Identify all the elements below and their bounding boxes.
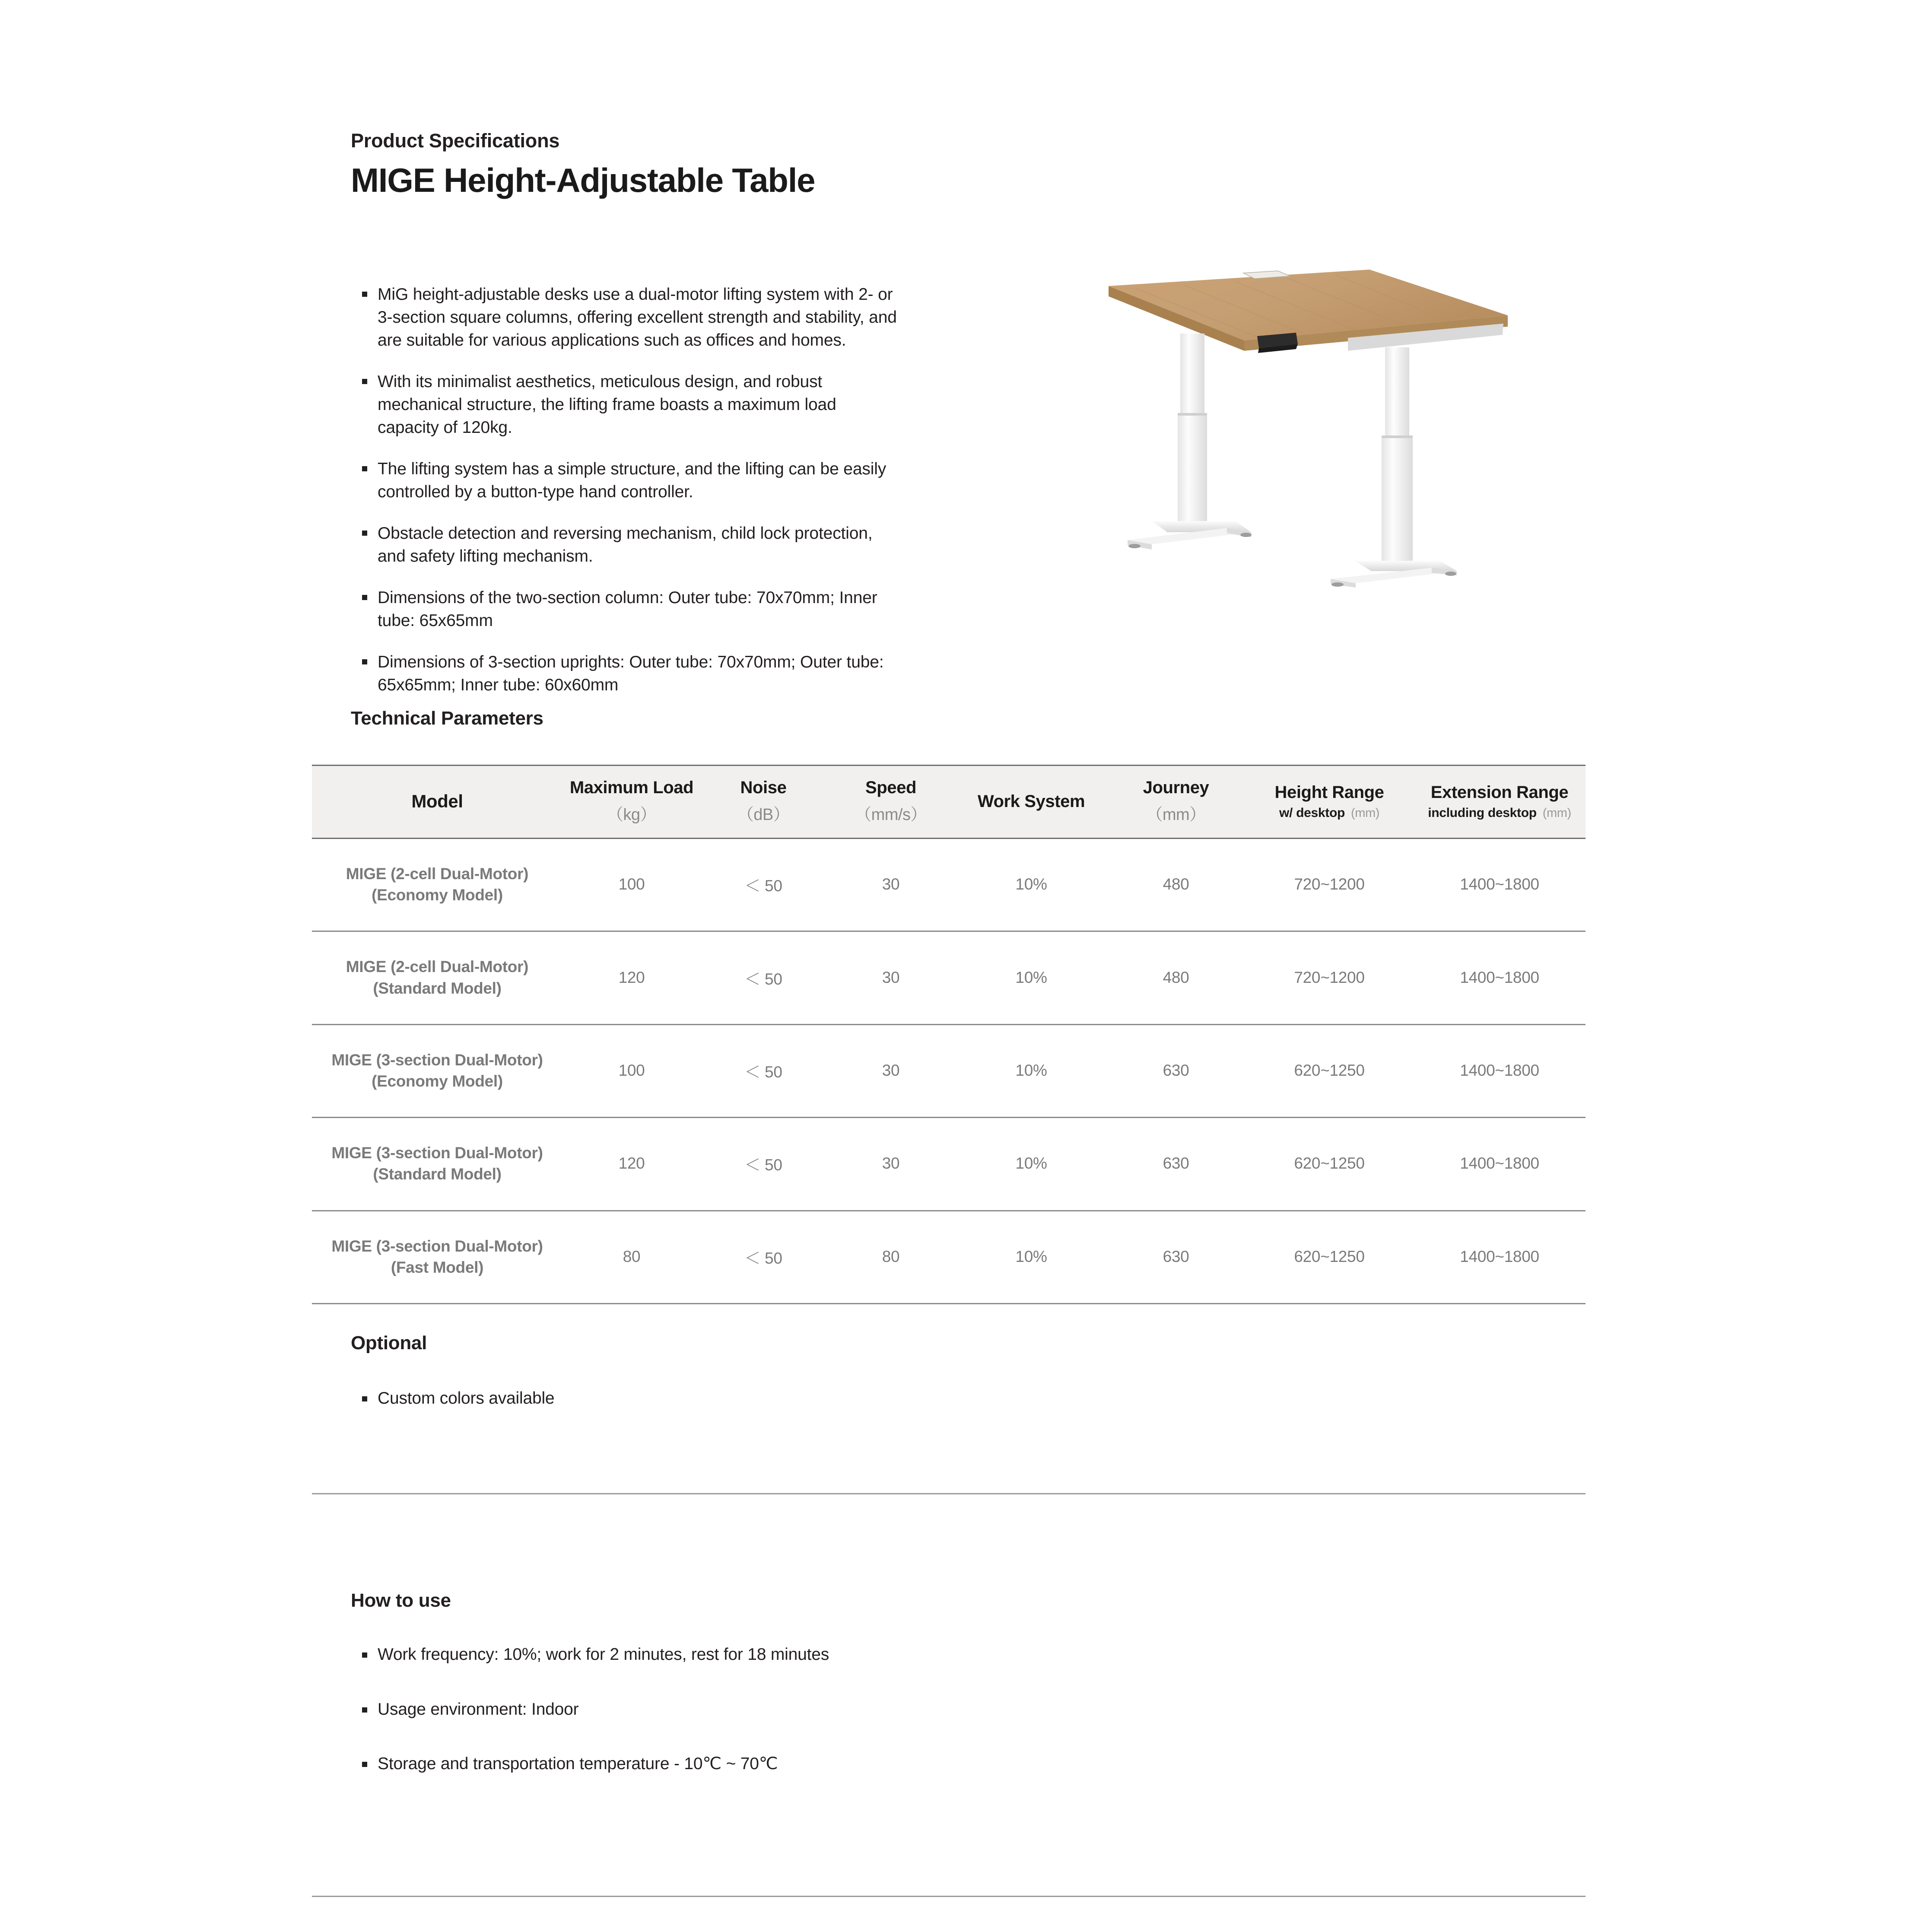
table-row xyxy=(312,1118,1586,1211)
bullet-square-icon xyxy=(362,1396,367,1401)
column-header-noise: Noise （dB） xyxy=(701,766,826,839)
bullet-square-icon xyxy=(362,531,367,536)
cell-journey: 480 xyxy=(1107,839,1245,931)
column-header-journey: Journey （mm） xyxy=(1107,766,1245,839)
cell-journey: 630 xyxy=(1107,1118,1245,1211)
cell-noise: ＜ 50 xyxy=(701,1211,826,1303)
list-item-text: The lifting system has a simple structure, and the lifting can be easily controlled by a button-type hand controller. xyxy=(378,460,887,502)
cell-noise: ＜ 50 xyxy=(701,931,826,1024)
cell-max-load: 100 xyxy=(562,839,701,931)
cell-noise: ＜ 50 xyxy=(701,839,826,931)
list-item xyxy=(351,1753,1042,1775)
table-row xyxy=(312,931,1586,1024)
cell-extension-range: 1400~1800 xyxy=(1414,839,1586,931)
cell-work-system: 10% xyxy=(956,839,1107,931)
list-item-text: Dimensions of 3-section uprights: Outer tube: 70x70mm; Outer tube: 65x65mm; Inner tube: 60x60mm xyxy=(378,653,884,695)
how-to-use-heading: How to use xyxy=(351,1590,451,1611)
bullet-square-icon xyxy=(362,659,367,664)
list-item xyxy=(351,370,899,439)
table-row xyxy=(312,1024,1586,1117)
bullet-square-icon xyxy=(362,595,367,600)
page-bottom-divider xyxy=(312,1896,1586,1897)
cell-journey: 630 xyxy=(1107,1024,1245,1117)
eyebrow-label: Product Specifications xyxy=(351,130,560,152)
cell-speed: 30 xyxy=(826,931,956,1024)
column-header-model: Model xyxy=(312,766,562,839)
list-item-text: With its minimalist aesthetics, meticulous design, and robust mechanical structure, the lifting frame boasts a maximum load capacity of 120kg. xyxy=(378,372,836,437)
bullet-square-icon xyxy=(362,1707,367,1713)
optional-list xyxy=(351,1388,1042,1443)
cell-model: MIGE (2-cell Dual-Motor) (Standard Model) xyxy=(312,931,562,1024)
cell-max-load: 100 xyxy=(562,1024,701,1117)
list-item xyxy=(351,283,899,352)
cell-model: MIGE (3-section Dual-Motor) (Standard Model) xyxy=(312,1118,562,1211)
list-item xyxy=(351,1644,1042,1666)
cell-max-load: 80 xyxy=(562,1211,701,1303)
list-item xyxy=(351,522,899,568)
column-header-speed: Speed （mm/s） xyxy=(826,766,956,839)
column-header-work-system: Work System xyxy=(956,766,1107,839)
how-to-use-list xyxy=(351,1644,1042,1808)
cell-height-range: 720~1200 xyxy=(1245,839,1414,931)
cell-speed: 30 xyxy=(826,1024,956,1117)
cell-work-system: 10% xyxy=(956,1118,1107,1211)
cell-height-range: 620~1250 xyxy=(1245,1118,1414,1211)
cell-extension-range: 1400~1800 xyxy=(1414,1211,1586,1303)
bullet-square-icon xyxy=(362,379,367,384)
list-item xyxy=(351,1388,1042,1410)
optional-heading: Optional xyxy=(351,1332,427,1354)
cell-journey: 480 xyxy=(1107,931,1245,1024)
cell-height-range: 720~1200 xyxy=(1245,931,1414,1024)
product-image xyxy=(1071,242,1529,588)
list-item-text: Obstacle detection and reversing mechanism, child lock protection, and safety lifting mechanism. xyxy=(378,524,873,566)
intro-bullet-list xyxy=(351,283,899,715)
cell-max-load: 120 xyxy=(562,1118,701,1211)
cell-max-load: 120 xyxy=(562,931,701,1024)
cell-work-system: 10% xyxy=(956,1211,1107,1303)
list-item-text: Usage environment: Indoor xyxy=(378,1700,579,1719)
cell-noise: ＜ 50 xyxy=(701,1024,826,1117)
list-item xyxy=(351,651,899,696)
cell-speed: 30 xyxy=(826,1118,956,1211)
cell-model: MIGE (3-section Dual-Motor) (Fast Model) xyxy=(312,1211,562,1303)
cell-work-system: 10% xyxy=(956,931,1107,1024)
cell-model: MIGE (3-section Dual-Motor) (Economy Model) xyxy=(312,1024,562,1117)
list-item xyxy=(351,1699,1042,1721)
table-row xyxy=(312,839,1586,931)
list-item xyxy=(351,458,899,503)
section-divider xyxy=(312,1493,1586,1494)
list-item-text: Work frequency: 10%; work for 2 minutes, rest for 18 minutes xyxy=(378,1645,829,1664)
bullet-square-icon xyxy=(362,1652,367,1658)
list-item-text: Custom colors available xyxy=(378,1389,555,1408)
cell-noise: ＜ 50 xyxy=(701,1118,826,1211)
cell-journey: 630 xyxy=(1107,1211,1245,1303)
cell-model: MIGE (2-cell Dual-Motor) (Economy Model) xyxy=(312,839,562,931)
cell-extension-range: 1400~1800 xyxy=(1414,1118,1586,1211)
list-item-text: Dimensions of the two-section column: Outer tube: 70x70mm; Inner tube: 65x65mm xyxy=(378,588,877,630)
list-item-text: MiG height-adjustable desks use a dual-motor lifting system with 2- or 3-section square columns, offering excellent strength and stability, and are suitable for various applications such as offices and homes. xyxy=(378,285,897,350)
page-title: MIGE Height-Adjustable Table xyxy=(351,161,815,199)
cell-speed: 30 xyxy=(826,839,956,931)
column-header-maximum-load: Maximum Load （kg） xyxy=(562,766,701,839)
table-row xyxy=(312,1211,1586,1303)
column-header-extension-range: Extension Range including desktop (mm) xyxy=(1414,766,1586,839)
list-item xyxy=(351,586,899,632)
technical-parameters-heading: Technical Parameters xyxy=(351,708,543,729)
cell-extension-range: 1400~1800 xyxy=(1414,1024,1586,1117)
technical-parameters-table xyxy=(312,765,1586,1304)
cell-height-range: 620~1250 xyxy=(1245,1211,1414,1303)
cell-extension-range: 1400~1800 xyxy=(1414,931,1586,1024)
cell-speed: 80 xyxy=(826,1211,956,1303)
table-header-row xyxy=(312,766,1586,839)
bullet-square-icon xyxy=(362,292,367,297)
cell-work-system: 10% xyxy=(956,1024,1107,1117)
bullet-square-icon xyxy=(362,1762,367,1767)
list-item-text: Storage and transportation temperature - 10℃ ~ 70℃ xyxy=(378,1754,778,1773)
column-header-height-range: Height Range w/ desktop (mm) xyxy=(1245,766,1414,839)
bullet-square-icon xyxy=(362,466,367,471)
cell-height-range: 620~1250 xyxy=(1245,1024,1414,1117)
